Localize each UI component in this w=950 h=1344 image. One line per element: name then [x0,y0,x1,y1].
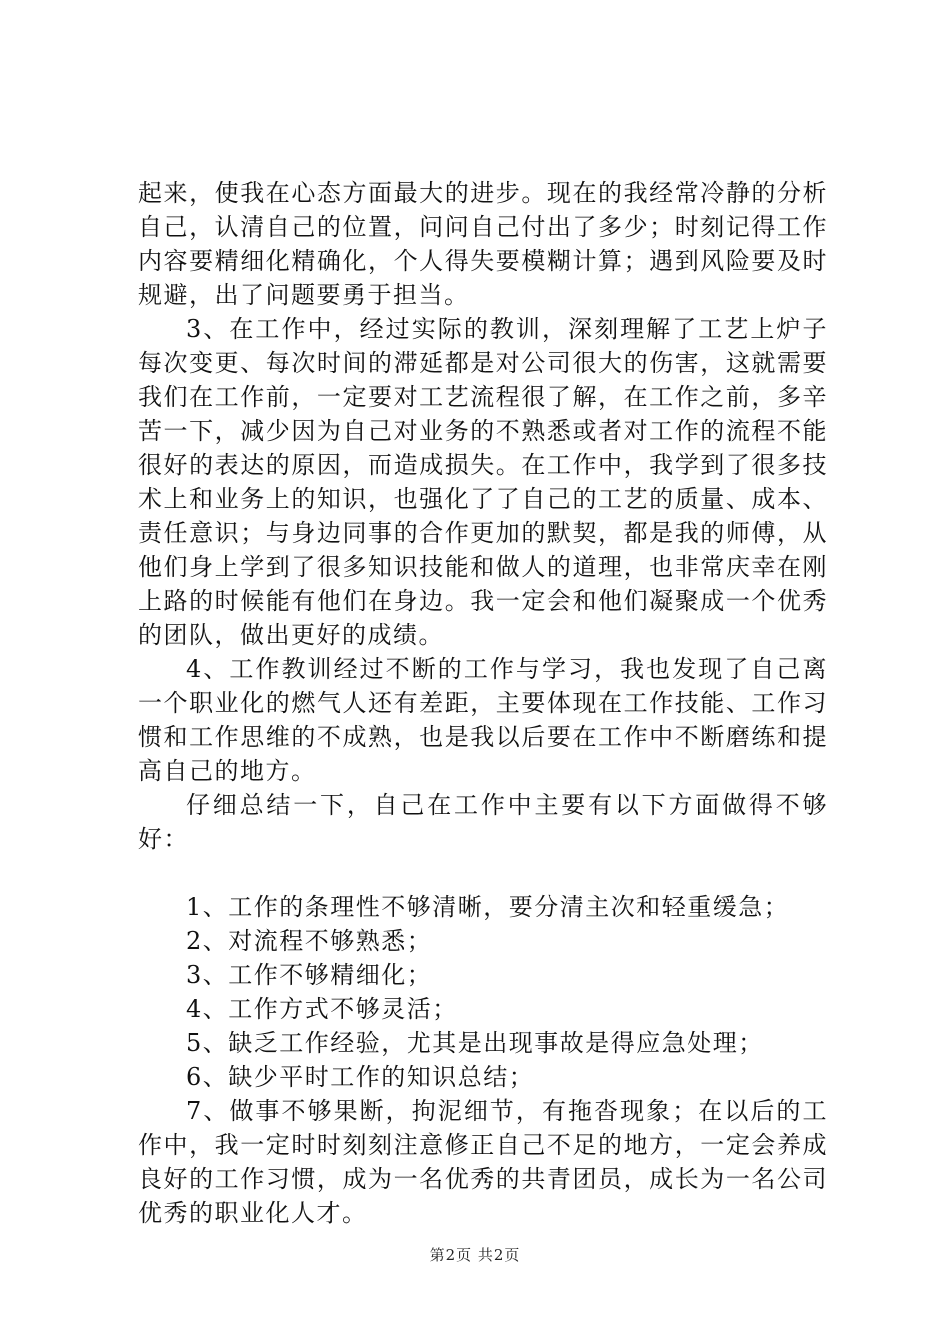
paragraph-item-3: 3、在工作中，经过实际的教训，深刻理解了工艺上炉子每次变更、每次时间的滞延都是对公司很大的伤害，这就需要我们在工作前，一定要对工艺流程很了解，在工作之前，多辛苦一下，减少因为自己对业务的不熟悉或者对工作的流程不能很好的表达的原因，而造成损失。在工作中，我学到了很多技术上和业务上的知识，也强化了了自己的工艺的质量、成本、责任意识；与身边同事的合作更加的默契，都是我的师傅，从他们身上学到了很多知识技能和做人的道理，也非常庆幸在刚上路的时候能有他们在身边。我一定会和他们凝聚成一个优秀的团队，做出更好的成绩。 [138,315,828,649]
list-item: 6、缺少平时工作的知识总结； [186,1063,535,1091]
list-item: 3、工作不够精细化； [186,961,433,989]
list-item: 4、工作方式不够灵活； [186,995,458,1023]
shortcomings-list [138,890,828,1094]
paragraph-continuation: 起来，使我在心态方面最大的进步。现在的我经常冷静的分析自己，认清自己的位置，问问自己付出了多少；时刻记得工作内容要精细化精确化，个人得失要模糊计算；遇到风险要及时规避，出了问题要勇于担当。 [138,179,828,309]
paragraph-closing: 7、做事不够果断，拘泥细节，有拖沓现象；在以后的工作中，我一定时时刻刻注意修正自己不足的地方，一定会养成良好的工作习惯，成为一名优秀的共青团员，成长为一名公司优秀的职业化人才。 [138,1097,828,1227]
list-item: 1、工作的条理性不够清晰，要分清主次和轻重缓急； [186,893,790,921]
list-item: 5、缺乏工作经验，尤其是出现事故是得应急处理； [186,1029,764,1057]
list-item: 2、对流程不够熟悉； [186,927,433,955]
page-number-footer: 第2页 共2页 [429,1246,521,1264]
paragraph-summary-intro: 仔细总结一下，自己在工作中主要有以下方面做得不够好： [138,791,828,853]
document-body [138,176,828,1230]
paragraph-item-4: 4、工作教训经过不断的工作与学习，我也发现了自己离一个职业化的燃气人还有差距，主要体现在工作技能、工作习惯和工作思维的不成熟，也是我以后要在工作中不断磨练和提高自己的地方。 [138,655,828,785]
